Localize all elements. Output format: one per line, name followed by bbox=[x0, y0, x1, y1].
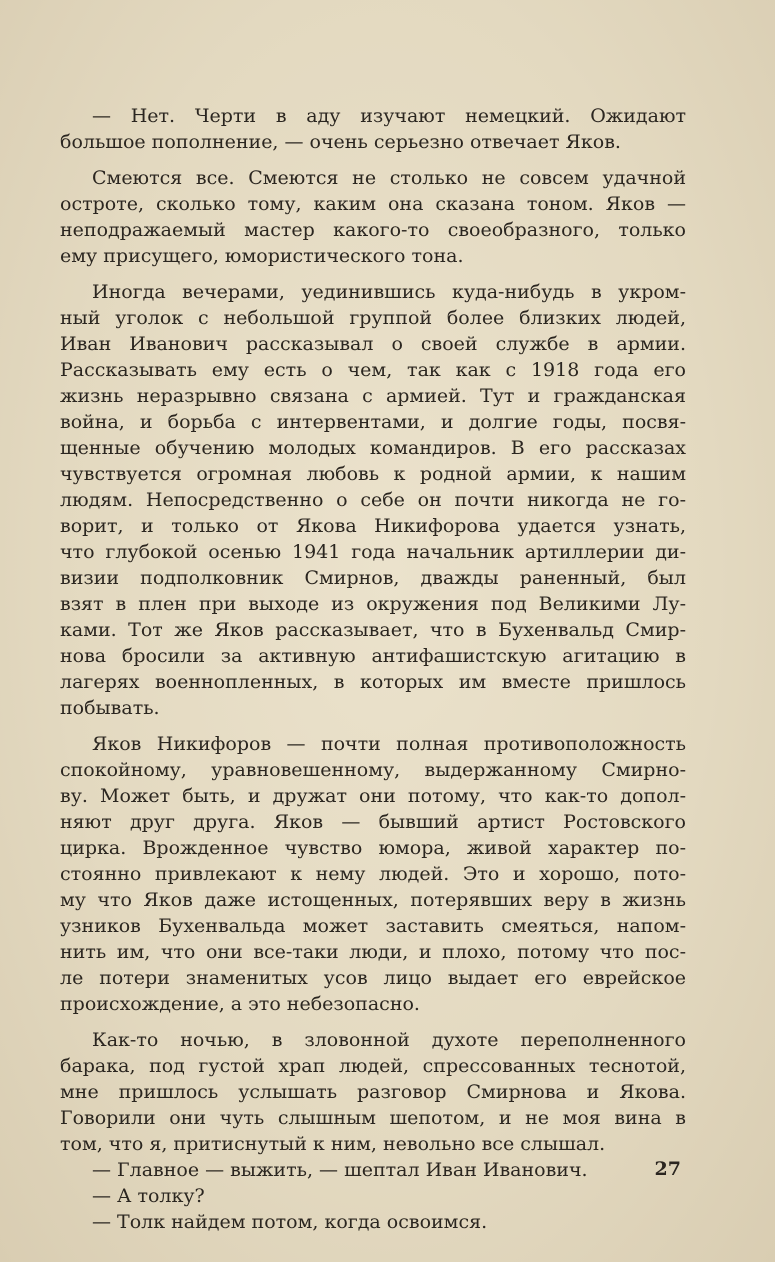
text-line: ками. Тот же Яков рассказывает, что в Бухенвальд Смир- bbox=[60, 619, 686, 641]
text-line: война, и борьба с интервентами, и долгие годы, посвя- bbox=[60, 411, 686, 433]
text-line: цирка. Врожденное чувство юмора, живой характер по- bbox=[60, 837, 686, 859]
text-line: что глубокой осенью 1941 года начальник артиллерии ди- bbox=[60, 541, 686, 563]
text-line: щенные обучению молодых командиров. В его рассказах bbox=[60, 437, 686, 459]
paragraph bbox=[60, 165, 686, 269]
text-line: — Толк найдем потом, когда освоимся. bbox=[92, 1211, 488, 1233]
text-line: лагерях военнопленных, в которых им вместе пришлось bbox=[60, 671, 686, 693]
paragraph bbox=[60, 1027, 686, 1157]
paragraph bbox=[60, 731, 686, 1017]
page-number: 27 bbox=[654, 1158, 681, 1180]
text-line: остроте, сколько тому, каким она сказана тоном. Яков — bbox=[60, 193, 686, 215]
text-line: — Главное — выжить, — шептал Иван Иванович. bbox=[92, 1159, 588, 1181]
text-line: нова бросили за активную антифашистскую агитацию в bbox=[60, 645, 686, 667]
text-line: неподражаемый мастер какого-то своеобразного, только bbox=[60, 219, 686, 241]
text-line: взят в плен при выходе из окружения под Великими Лу- bbox=[60, 593, 686, 615]
text-line: ему присущего, юмористического тона. bbox=[60, 245, 464, 267]
text-line: Как-то ночью, в зловонной духоте переполненного bbox=[92, 1029, 686, 1051]
text-line: визии подполковник Смирнов, дважды раненный, был bbox=[60, 567, 686, 589]
dialogue-line bbox=[60, 1157, 686, 1183]
text-line: Говорили они чуть слышным шепотом, и не моя вина в bbox=[60, 1107, 686, 1129]
paragraph bbox=[60, 103, 686, 155]
text-line: му что Яков даже истощенных, потерявших веру в жизнь bbox=[60, 889, 686, 911]
text-line: узников Бухенвальда может заставить смеяться, напом- bbox=[60, 915, 686, 937]
text-line: побывать. bbox=[60, 697, 160, 719]
text-line: Рассказывать ему есть о чем, так как с 1918 года его bbox=[60, 359, 686, 381]
text-line: няют друг друга. Яков — бывший артист Ростовского bbox=[60, 811, 686, 833]
dialogue-line bbox=[60, 1209, 686, 1235]
text-line: стоянно привлекают к нему людей. Это и хорошо, пото- bbox=[60, 863, 686, 885]
text-line: спокойному, уравновешенному, выдержанному Смирно- bbox=[60, 759, 686, 781]
text-line: нить им, что они все-таки люди, и плохо, потому что пос- bbox=[60, 941, 686, 963]
text-line: ву. Может быть, и дружат они потому, что как-то допол- bbox=[60, 785, 686, 807]
text-line: ворит, и только от Якова Никифорова удается узнать, bbox=[60, 515, 686, 537]
text-line: Иван Иванович рассказывал о своей службе в армии. bbox=[60, 333, 686, 355]
text-line: Иногда вечерами, уединившись куда-нибудь в укром- bbox=[92, 281, 686, 303]
text-line: людям. Непосредственно о себе он почти никогда не го- bbox=[60, 489, 686, 511]
text-line: ле потери знаменитых усов лицо выдает его еврейское bbox=[60, 967, 686, 989]
text-line: том, что я, притиснутый к ним, невольно все слышал. bbox=[60, 1133, 606, 1155]
text-line: ный уголок с небольшой группой более близких людей, bbox=[60, 307, 686, 329]
text-line: — А толку? bbox=[92, 1185, 205, 1207]
text-line: чувствуется огромная любовь к родной армии, к нашим bbox=[60, 463, 686, 485]
text-line: — Нет. Черти в аду изучают немецкий. Ожидают bbox=[92, 105, 686, 127]
text-line: Яков Никифоров — почти полная противоположность bbox=[92, 733, 686, 755]
text-line: жизнь неразрывно связана с армией. Тут и гражданская bbox=[60, 385, 686, 407]
text-line: барака, под густой храп людей, спрессованных теснотой, bbox=[60, 1055, 686, 1077]
text-line: мне пришлось услышать разговор Смирнова и Якова. bbox=[60, 1081, 686, 1103]
text-line: большое пополнение, — очень серьезно отвечает Яков. bbox=[60, 131, 621, 153]
dialogue-line bbox=[60, 1183, 686, 1209]
text-body bbox=[60, 103, 686, 1235]
paragraph bbox=[60, 279, 686, 721]
text-line: происхождение, а это небезопасно. bbox=[60, 993, 420, 1015]
text-line: Смеются все. Смеются не столько не совсем удачной bbox=[92, 167, 686, 189]
